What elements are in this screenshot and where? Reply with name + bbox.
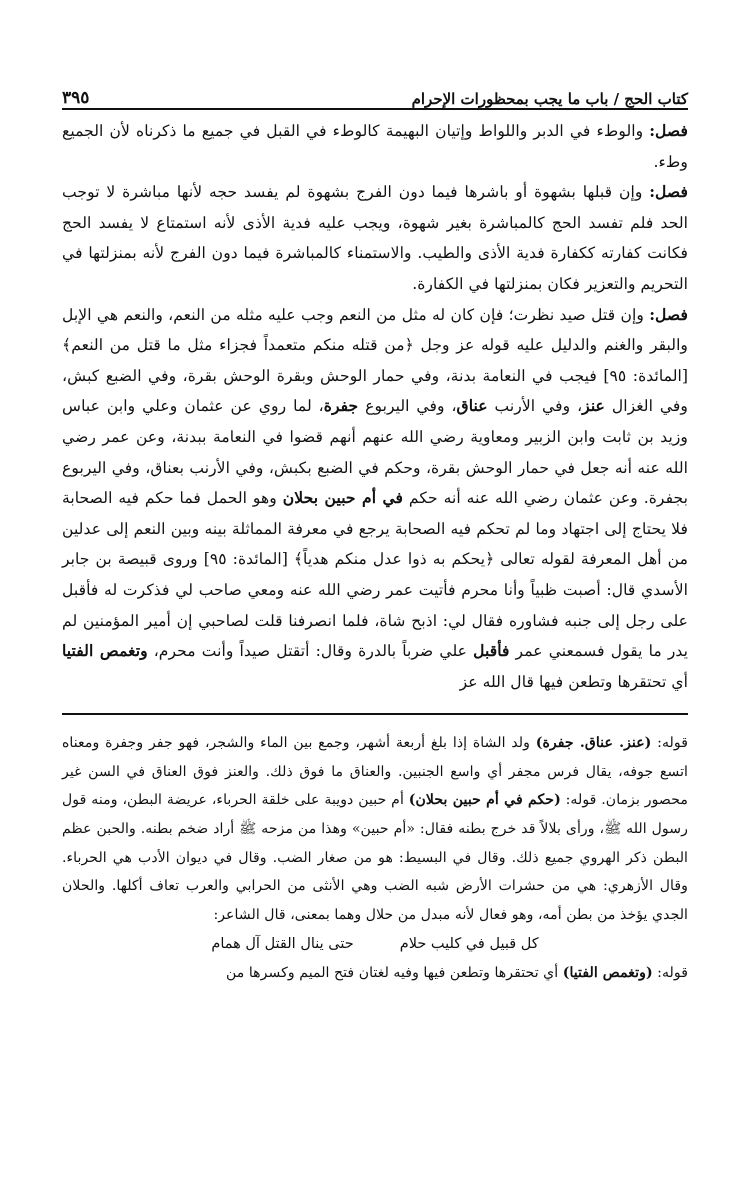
paragraph-text: وهو الحمل فما حكم فيه الصحابة فلا يحتاج إلى اجتهاد وما لم تحكم فيه الصحابة يرجع في معرفة المماثلة بينه وبين النعم إلى عدلين من أهل المعرفة لقوله تعالى ﴿يحكم به ذوا عدل منكم هدياً﴾ [المائدة: ٩٥] وروى قبيصة بن جابر الأسدي قال: أصبت ظبياً وأنا محرم فأتيت عمر رضي الله عنه ومعي صاحب لي فذكرت له فأقبل على رجل إلى جنبه فشاوره فقال لي: اذبح شاة، فلما انصرفنا قلت لصاحبي إن أمير المؤمنين لم يدر ما يقول فسمعني عمر [62, 488, 688, 661]
bold-term: وتغمص الفتيا [62, 641, 148, 661]
paragraph-text: ، وفي اليربوع [358, 396, 457, 416]
paragraph-text: والوطء في الدبر واللواط وإتيان البهيمة كالوطء في القبل في جميع ما ذكرناه لأن الجميع وطء. [62, 121, 688, 171]
note-prefix: قوله: [651, 735, 688, 752]
main-text [62, 116, 688, 697]
paragraph-text: أي تحتقرها وتطعن فيها قال الله عز [459, 671, 688, 691]
section-lead: فصل: [649, 182, 688, 202]
running-title: كتاب الحج / باب ما يجب بمحظورات الإحرام [411, 90, 688, 108]
paragraph-text: وإن قتل صيد نظرت؛ فإن كان له مثل من النعم وجب عليه مثله من النعم، والنعم هي الإبل والبقر والغنم والدليل عليه قوله عز وجل ﴿من قتله منكم متعمداً فجزاء مثل ما قتل من النعم﴾ [المائدة: ٩٥] فيجب في النعامة بدنة، وفي حمار الوحش وبقرة الوحش بقرة، وفي الضبع كبش، وفي الغزال [62, 304, 689, 416]
note-1 [62, 729, 688, 929]
paragraph-text: علي ضرباً بالدرة وقال: أتقتل صيداً وأنت محرم، [147, 641, 474, 661]
paragraph-text: ، لما روي عن عثمان وعلي وابن عباس وزيد بن ثابت وابن الزبير ومعاوية رضي الله عنهم أنهم قضوا في النعامة ببدنة، وعن عمر رضي الله عنه أنه جعل في حمار الوحش بقرة، وحكم في الضبع بكبش، وفي الأرنب بعناق، وفي اليربوع بجفرة. وعن عثمان رضي الله عنه أنه حكم [62, 396, 688, 508]
note-text: ولد الشاة إذا بلغ أربعة أشهر، وجمع بين الماء والشجر، فهو جفر وجفرة ومعناه اتسع جوفه، يقال فرس مجفر أي واسع الجنبين. والعناق ما فوق ذلك. والعنز فوق العناق في السن غير محصور بزمان. قوله: [62, 735, 688, 809]
footnote-rule [62, 713, 688, 715]
note-term: (وتغمص الفتيا) [562, 965, 653, 982]
section-lead: فصل: [649, 121, 688, 140]
bold-term: فأقبل [473, 641, 510, 661]
poetry-verse [62, 929, 688, 959]
page-header [62, 76, 688, 108]
note-term: (حكم في أم حبين بحلان) [408, 792, 561, 809]
paragraph-3 [62, 300, 688, 698]
bold-term: عنز [582, 396, 605, 416]
section-lead: فصل: [649, 304, 688, 324]
header-rule [62, 108, 688, 110]
note-term: (عنز. عناق. جفرة) [535, 735, 652, 752]
note-text: أي تحتقرها وتطعن فيها وفيه لغتان فتح الميم وكسرها من [225, 965, 563, 982]
book-page [62, 76, 688, 1136]
footnotes [62, 729, 688, 988]
bold-term: جفرة [323, 396, 359, 416]
paragraph-text: وإن قبلها بشهوة أو باشرها فيما دون الفرج بشهوة لم يفسد حجه لأنها مباشرة لا توجب الحد فلم تفسد الحج كالمباشرة بغير شهوة، ويجب عليه فدية الأذى لأنه استمتاع لا يفسد الحج فكانت كفارته ككفارة فدية الأذى والطيب. والاستمناء كالمباشرة فيما دون الفرج لأنه بمنزلتها في التحريم والتعزير فكان بمنزلتها في الكفارة. [62, 182, 688, 293]
page-number: ٣٩٥ [62, 88, 90, 108]
note-prefix: قوله: [652, 965, 688, 982]
paragraph-1 [62, 116, 688, 177]
verse-hemistich-left: حتى ينال القتل آل همام [211, 936, 354, 953]
verse-hemistich-right: كل قبيل في كليب حلام [399, 936, 539, 953]
paragraph-2 [62, 177, 688, 299]
bold-term: في أم حبين بحلان [282, 488, 404, 508]
note-text: أم حبين دويبة على خلقة الحرباء، عريضة البطن، ومنه قول رسول الله ﷺ، ورأى بلالاً قد خرج بطنه فقال: «أم حبين» وهذا من مزحه ﷺ أراد ضخم بطنه. والحبن عظم البطن ذكر الهروي جميع ذلك. وقال في البسيط: هو من صغار الضب. وقال في ديوان الأدب هي الحرباء. وقال الأزهري: هي من حشرات الأرض شبه الضب وهي الأنثى من الحرابي والعرب تعاف أكلها. والحلان الجدي يؤخذ من بطن أمه، وهو فعال لأنه مبدل من حلال وهما بمعنى، قال الشاعر: [62, 792, 688, 923]
note-2 [62, 959, 688, 988]
bold-term: عناق [456, 396, 488, 416]
paragraph-text: ، وفي الأرنب [487, 396, 583, 416]
